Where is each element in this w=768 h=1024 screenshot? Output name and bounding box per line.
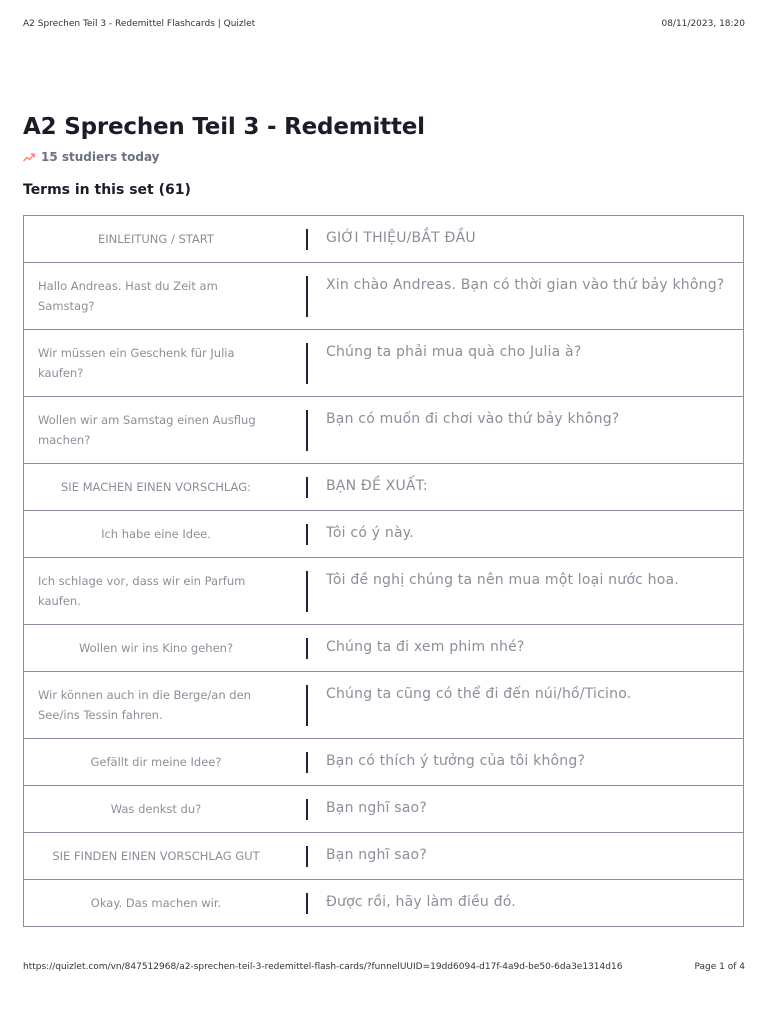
term-divider (306, 752, 309, 773)
trending-up-icon (23, 153, 35, 162)
definition-text: Chúng ta phải mua quà cho Julia à? (326, 344, 582, 360)
term-divider-wrap (288, 558, 326, 624)
term-text: Wollen wir ins Kino gehen? (78, 641, 234, 655)
print-header (23, 19, 745, 29)
term-text: EINLEITUNG / START (98, 232, 214, 246)
definition-text: Tôi đề nghị chúng ta nên mua một loại nước hoa. (326, 572, 679, 588)
term-row (24, 833, 743, 880)
term-divider (306, 638, 309, 659)
term-divider (306, 276, 309, 317)
term-row (24, 397, 743, 464)
term-divider (306, 893, 309, 914)
print-page-number: Page 1 of 4 (694, 962, 745, 972)
term-row (24, 263, 743, 330)
term-row (24, 464, 743, 511)
definition-text: Bạn có muốn đi chơi vào thứ bảy không? (326, 411, 620, 427)
term-divider-wrap (288, 625, 326, 671)
term-divider-wrap (288, 786, 326, 832)
term-divider-wrap (288, 880, 326, 926)
term-row (24, 625, 743, 672)
definition-text: Bạn nghĩ sao? (326, 847, 427, 863)
term-text: Was denkst du? (110, 802, 202, 816)
term-divider-wrap (288, 833, 326, 879)
term-text: Okay. Das machen wir. (90, 896, 222, 910)
term-divider-wrap (288, 263, 326, 329)
term-divider-wrap (288, 397, 326, 463)
definition-text: BẠN ĐỀ XUẤT: (326, 478, 428, 494)
term-divider (306, 571, 309, 612)
term-divider (306, 410, 309, 451)
definition-text: Bạn có thích ý tưởng của tôi không? (326, 753, 586, 769)
term-text: Wir können auch in die Berge/an den See/ins Tessin fahren. (38, 688, 251, 722)
definition-text: GIỚI THIỆU/BẮT ĐẦU (326, 230, 476, 246)
terms-heading: Terms in this set (61) (23, 182, 191, 198)
term-divider (306, 846, 309, 867)
studiers-text: 15 studiers today (41, 150, 160, 164)
definition-text: Được rồi, hãy làm điều đó. (326, 894, 516, 910)
term-divider-wrap (288, 464, 326, 510)
term-text: Wollen wir am Samstag einen Ausflug machen? (38, 413, 256, 447)
definition-text: Bạn nghĩ sao? (326, 800, 427, 816)
term-divider (306, 799, 309, 820)
term-text: Gefällt dir meine Idee? (90, 755, 222, 769)
term-row (24, 880, 743, 926)
term-divider-wrap (288, 216, 326, 262)
definition-text: Chúng ta đi xem phim nhé? (326, 639, 525, 655)
term-text: Ich habe eine Idee. (101, 527, 211, 541)
definition-text: Xin chào Andreas. Bạn có thời gian vào thứ bảy không? (326, 277, 725, 293)
terms-list (23, 215, 744, 927)
term-divider (306, 477, 309, 498)
term-text: Ich schlage vor, dass wir ein Parfum kaufen. (38, 574, 246, 608)
term-divider-wrap (288, 672, 326, 738)
term-divider-wrap (288, 739, 326, 785)
print-datetime: 08/11/2023, 18:20 (661, 19, 745, 29)
studiers-stat (23, 150, 160, 164)
definition-text: Chúng ta cũng có thể đi đến núi/hồ/Ticino. (326, 686, 632, 702)
term-divider (306, 229, 309, 250)
term-text: Hallo Andreas. Hast du Zeit am Samstag? (38, 279, 218, 313)
term-row (24, 739, 743, 786)
term-divider-wrap (288, 511, 326, 557)
term-row (24, 786, 743, 833)
term-text: SIE FINDEN EINEN VORSCHLAG GUT (52, 849, 260, 863)
definition-text: Tôi có ý này. (326, 525, 414, 541)
term-divider (306, 524, 309, 545)
term-row (24, 511, 743, 558)
term-row (24, 330, 743, 397)
term-divider (306, 343, 309, 384)
print-page-title: A2 Sprechen Teil 3 - Redemittel Flashcards | Quizlet (23, 19, 256, 29)
term-text: SIE MACHEN EINEN VORSCHLAG: (61, 480, 251, 494)
print-url: https://quizlet.com/vn/847512968/a2-sprechen-teil-3-redemittel-flash-cards/?funnelUUID=19dd6094-d17f-4a9d-be50-6da3e1314d16 (23, 962, 623, 972)
term-divider-wrap (288, 330, 326, 396)
set-title: A2 Sprechen Teil 3 - Redemittel (23, 114, 425, 140)
term-text: Wir müssen ein Geschenk für Julia kaufen? (38, 346, 235, 380)
term-divider (306, 685, 309, 726)
term-row (24, 216, 743, 263)
term-row (24, 558, 743, 625)
print-footer (23, 962, 745, 972)
term-row (24, 672, 743, 739)
